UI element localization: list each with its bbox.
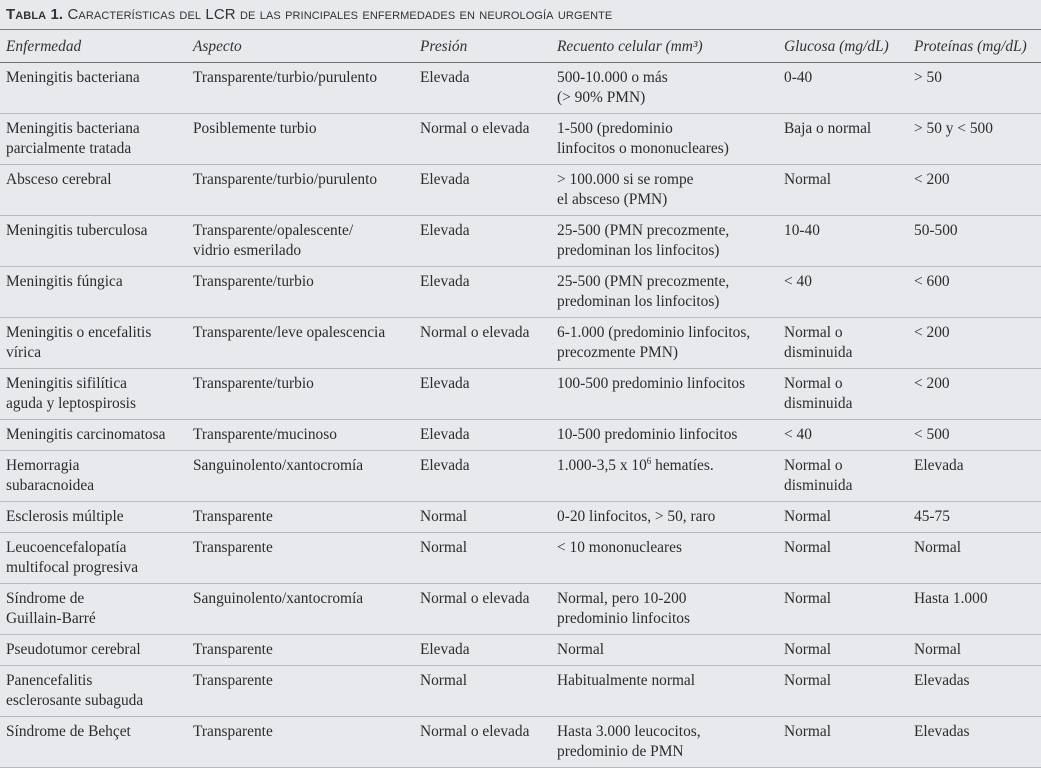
cell-glucosa: Baja o normal bbox=[778, 114, 908, 165]
cell-presion: Normal bbox=[414, 533, 551, 584]
cell-glucosa: Normal o disminuida bbox=[778, 318, 908, 369]
cell-presion: Normal o elevada bbox=[414, 717, 551, 768]
column-header-proteinas: Proteínas (mg/dL) bbox=[908, 31, 1041, 63]
cell-proteinas: 50-500 bbox=[908, 216, 1041, 267]
cell-glucosa: 10-40 bbox=[778, 216, 908, 267]
cell-aspecto: Transparente/turbio/purulento bbox=[187, 165, 414, 216]
cell-recuento: 25-500 (PMN precozmente, predominan los linfocitos) bbox=[551, 267, 778, 318]
cell-aspecto: Transparente/mucinoso bbox=[187, 420, 414, 451]
cell-recuento: > 100.000 si se rompe el absceso (PMN) bbox=[551, 165, 778, 216]
cell-recuento: 500-10.000 o más (> 90% PMN) bbox=[551, 63, 778, 114]
cell-proteinas: Normal bbox=[908, 533, 1041, 584]
cell-aspecto: Transparente/turbio/purulento bbox=[187, 63, 414, 114]
cell-recuento: < 10 mononucleares bbox=[551, 533, 778, 584]
cell-enfermedad: Hemorragia subaracnoidea bbox=[0, 451, 187, 502]
cell-proteinas: < 200 bbox=[908, 369, 1041, 420]
cell-recuento: 6-1.000 (predominio linfocitos, precozmente PMN) bbox=[551, 318, 778, 369]
cell-glucosa: < 40 bbox=[778, 420, 908, 451]
csf-table bbox=[0, 31, 1041, 768]
cell-presion: Elevada bbox=[414, 451, 551, 502]
table-row bbox=[0, 318, 1041, 369]
table-row bbox=[0, 165, 1041, 216]
cell-aspecto: Sanguinolento/xantocromía bbox=[187, 584, 414, 635]
table-row bbox=[0, 267, 1041, 318]
cell-aspecto: Transparente bbox=[187, 635, 414, 666]
cell-enfermedad: Síndrome de Behçet bbox=[0, 717, 187, 768]
table-row bbox=[0, 63, 1041, 114]
table-row bbox=[0, 451, 1041, 502]
cell-glucosa: Normal bbox=[778, 666, 908, 717]
cell-glucosa: Normal bbox=[778, 717, 908, 768]
cell-proteinas: < 600 bbox=[908, 267, 1041, 318]
cell-glucosa: Normal bbox=[778, 165, 908, 216]
cell-presion: Elevada bbox=[414, 369, 551, 420]
cell-proteinas: > 50 y < 500 bbox=[908, 114, 1041, 165]
cell-recuento: Normal bbox=[551, 635, 778, 666]
cell-recuento: 0-20 linfocitos, > 50, raro bbox=[551, 502, 778, 533]
table-row bbox=[0, 635, 1041, 666]
cell-presion: Elevada bbox=[414, 420, 551, 451]
top-rule bbox=[0, 29, 1041, 30]
cell-enfermedad: Esclerosis múltiple bbox=[0, 502, 187, 533]
table-row bbox=[0, 533, 1041, 584]
cell-enfermedad: Meningitis sifilítica aguda y leptospirosis bbox=[0, 369, 187, 420]
cell-recuento: Hasta 3.000 leucocitos, predominio de PMN bbox=[551, 717, 778, 768]
cell-glucosa: Normal o disminuida bbox=[778, 451, 908, 502]
table-title bbox=[6, 5, 612, 25]
cell-aspecto: Transparente bbox=[187, 533, 414, 584]
cell-glucosa: Normal bbox=[778, 584, 908, 635]
cell-enfermedad: Meningitis tuberculosa bbox=[0, 216, 187, 267]
header-row bbox=[0, 31, 1041, 63]
cell-aspecto: Transparente/turbio bbox=[187, 267, 414, 318]
table-title-text: Características del LCR de las principales enfermedades en neurología urgente bbox=[67, 6, 613, 23]
cell-presion: Elevada bbox=[414, 216, 551, 267]
cell-enfermedad: Meningitis bacteriana parcialmente tratada bbox=[0, 114, 187, 165]
cell-recuento: 1.000-3,5 x $10^6$ hematíes. bbox=[551, 451, 778, 502]
cell-presion: Normal o elevada bbox=[414, 318, 551, 369]
cell-proteinas: < 200 bbox=[908, 165, 1041, 216]
cell-glucosa: Normal bbox=[778, 533, 908, 584]
cell-presion: Normal bbox=[414, 666, 551, 717]
cell-enfermedad: Panencefalitis esclerosante subaguda bbox=[0, 666, 187, 717]
cell-proteinas: Normal bbox=[908, 635, 1041, 666]
cell-proteinas: > 50 bbox=[908, 63, 1041, 114]
table-row bbox=[0, 584, 1041, 635]
table-title-lead: Tabla 1. bbox=[6, 6, 64, 23]
cell-presion: Normal o elevada bbox=[414, 114, 551, 165]
cell-glucosa: Normal bbox=[778, 502, 908, 533]
cell-enfermedad: Absceso cerebral bbox=[0, 165, 187, 216]
cell-presion: Normal bbox=[414, 502, 551, 533]
cell-recuento: 100-500 predominio linfocitos bbox=[551, 369, 778, 420]
cell-enfermedad: Síndrome de Guillain-Barré bbox=[0, 584, 187, 635]
cell-enfermedad: Meningitis carcinomatosa bbox=[0, 420, 187, 451]
cell-presion: Elevada bbox=[414, 635, 551, 666]
cell-proteinas: Elevadas bbox=[908, 717, 1041, 768]
table-row bbox=[0, 420, 1041, 451]
table-body bbox=[0, 63, 1041, 768]
cell-aspecto: Sanguinolento/xantocromía bbox=[187, 451, 414, 502]
cell-aspecto: Transparente bbox=[187, 666, 414, 717]
cell-glucosa: Normal bbox=[778, 635, 908, 666]
cell-proteinas: < 200 bbox=[908, 318, 1041, 369]
cell-glucosa: 0-40 bbox=[778, 63, 908, 114]
cell-recuento: Habitualmente normal bbox=[551, 666, 778, 717]
table-row bbox=[0, 216, 1041, 267]
cell-enfermedad: Meningitis o encefalitis vírica bbox=[0, 318, 187, 369]
table-row bbox=[0, 369, 1041, 420]
cell-presion: Elevada bbox=[414, 165, 551, 216]
table-row bbox=[0, 502, 1041, 533]
cell-presion: Elevada bbox=[414, 267, 551, 318]
cell-enfermedad: Meningitis bacteriana bbox=[0, 63, 187, 114]
cell-recuento: 1-500 (predominio linfocitos o mononucleares) bbox=[551, 114, 778, 165]
cell-aspecto: Transparente/turbio bbox=[187, 369, 414, 420]
cell-proteinas: Elevada bbox=[908, 451, 1041, 502]
cell-enfermedad: Pseudotumor cerebral bbox=[0, 635, 187, 666]
cell-aspecto: Transparente/leve opalescencia bbox=[187, 318, 414, 369]
cell-presion: Normal o elevada bbox=[414, 584, 551, 635]
column-header-enfermedad: Enfermedad bbox=[0, 31, 187, 63]
table-row bbox=[0, 717, 1041, 768]
table-row bbox=[0, 114, 1041, 165]
cell-glucosa: Normal o disminuida bbox=[778, 369, 908, 420]
cell-recuento: 25-500 (PMN precozmente, predominan los linfocitos) bbox=[551, 216, 778, 267]
column-header-presion: Presión bbox=[414, 31, 551, 63]
cell-proteinas: 45-75 bbox=[908, 502, 1041, 533]
cell-enfermedad: Leucoencefalopatía multifocal progresiva bbox=[0, 533, 187, 584]
cell-aspecto: Posiblemente turbio bbox=[187, 114, 414, 165]
cell-recuento: Normal, pero 10-200 predominio linfocitos bbox=[551, 584, 778, 635]
table-row bbox=[0, 666, 1041, 717]
column-header-glucosa: Glucosa (mg/dL) bbox=[778, 31, 908, 63]
cell-glucosa: < 40 bbox=[778, 267, 908, 318]
column-header-aspecto: Aspecto bbox=[187, 31, 414, 63]
cell-enfermedad: Meningitis fúngica bbox=[0, 267, 187, 318]
cell-aspecto: Transparente/opalescente/ vidrio esmerilado bbox=[187, 216, 414, 267]
cell-presion: Elevada bbox=[414, 63, 551, 114]
cell-proteinas: Elevadas bbox=[908, 666, 1041, 717]
cell-recuento: 10-500 predominio linfocitos bbox=[551, 420, 778, 451]
cell-proteinas: Hasta 1.000 bbox=[908, 584, 1041, 635]
cell-aspecto: Transparente bbox=[187, 502, 414, 533]
column-header-recuento: Recuento celular (mm³) bbox=[551, 31, 778, 63]
cell-aspecto: Transparente bbox=[187, 717, 414, 768]
cell-proteinas: < 500 bbox=[908, 420, 1041, 451]
